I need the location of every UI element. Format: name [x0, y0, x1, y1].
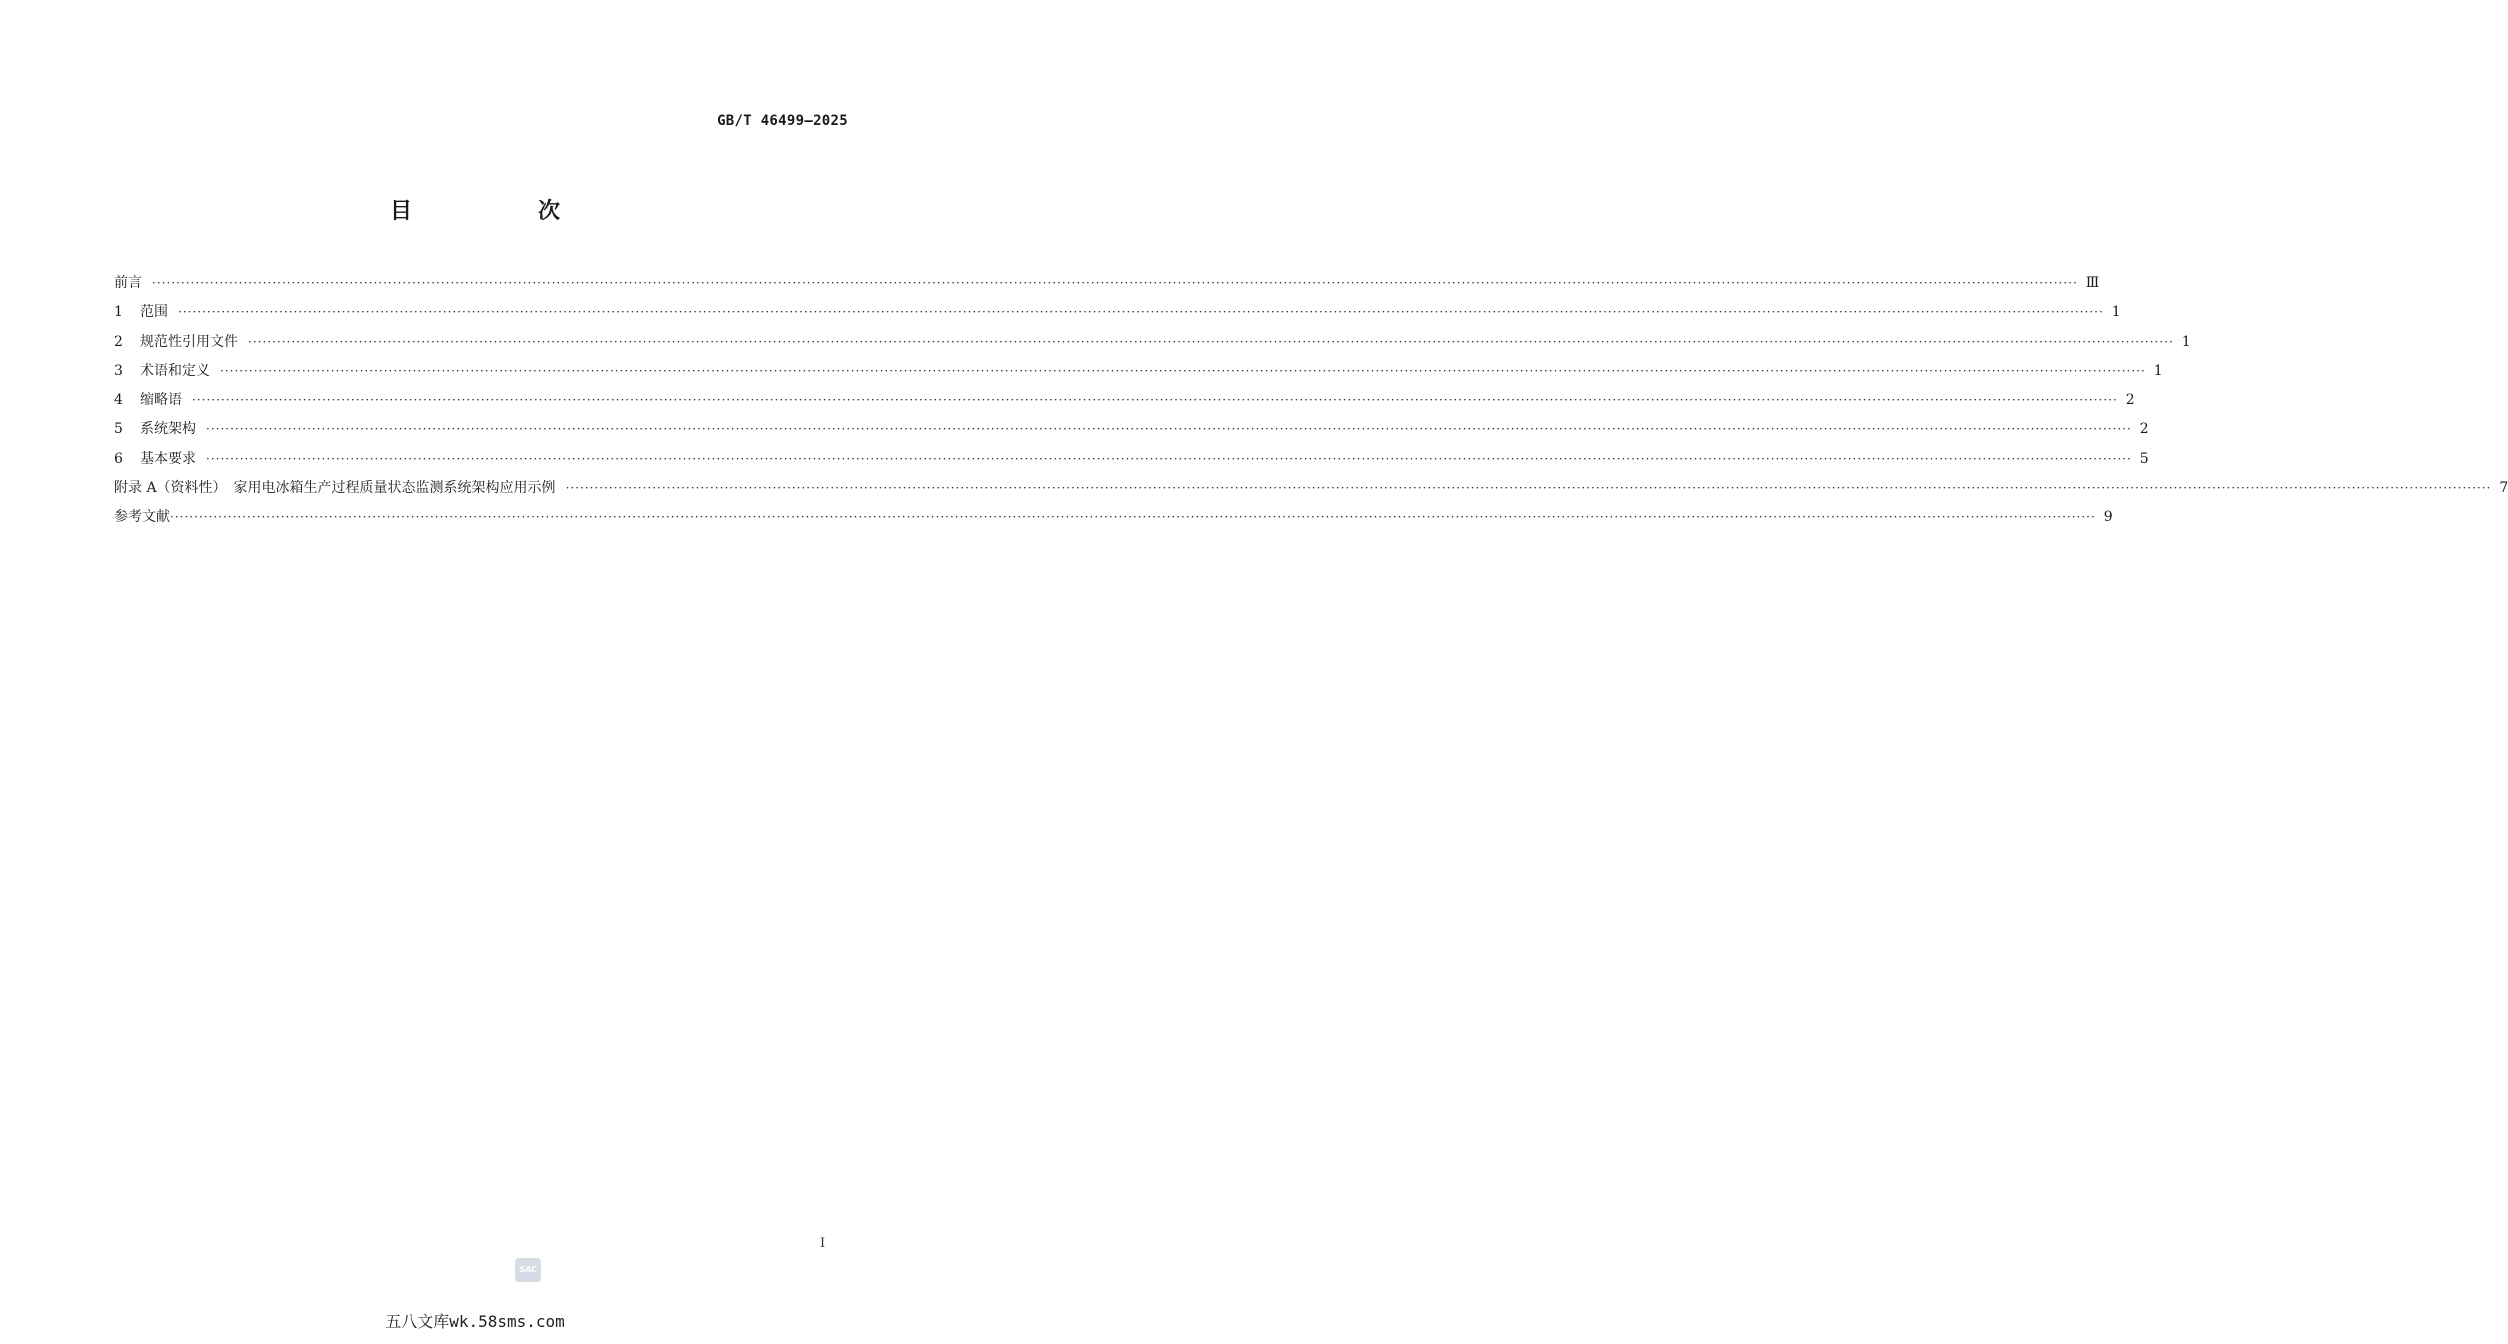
toc-entry-annex-a[interactable]	[114, 477, 2508, 506]
toc-entry-label: 缩略语	[140, 392, 182, 409]
toc-entry-page: Ⅲ	[2085, 275, 2100, 291]
sac-logo-icon: SAC	[515, 1258, 541, 1282]
toc-entry-page: 9	[2103, 509, 2113, 526]
toc-leader-dots: ················································································································································································································································································································································································································	[206, 422, 2132, 437]
toc-entry-page: 2	[2125, 392, 2135, 409]
table-of-contents	[114, 272, 2508, 536]
toc-entry-normative-references[interactable]	[114, 331, 2191, 360]
toc-leader-dots: ················································································································································································································································································································································································································	[152, 276, 2078, 290]
toc-title: 目 次	[389, 199, 612, 224]
toc-entry-terms-definitions[interactable]	[114, 360, 2163, 389]
toc-entry-system-architecture[interactable]	[114, 418, 2149, 447]
toc-entry-bibliography[interactable]	[114, 506, 2113, 535]
toc-entry-number: 4	[114, 392, 123, 409]
toc-entry-label: 术语和定义	[140, 362, 210, 379]
toc-leader-dots: ················································································································································································································································································································································································································	[248, 334, 2174, 349]
toc-entry-label: 规范性引用文件	[140, 333, 238, 350]
toc-leader-dots: ················································································································································································································································································································································································································	[170, 510, 2096, 525]
toc-entry-number: 1	[114, 304, 123, 321]
toc-entry-number: 5	[114, 421, 123, 438]
toc-entry-label: 附录 A（资料性） 家用电冰箱生产过程质量状态监测系统架构应用示例	[114, 480, 556, 497]
toc-entry-scope[interactable]	[114, 301, 2121, 330]
toc-leader-dots: ················································································································································································································································································································································································································	[220, 363, 2146, 378]
toc-entry-page: 1	[2181, 333, 2191, 350]
toc-leader-dots: ················································································································································································································································································································································································································	[565, 481, 2492, 496]
toc-entry-number: 6	[114, 450, 123, 467]
toc-leader-dots: ················································································································································································································································································································································································································	[178, 305, 2104, 320]
standard-code: GB/T 46499—2025	[717, 113, 848, 129]
toc-entry-label: 前言	[114, 275, 142, 291]
toc-entry-number: 3	[114, 362, 123, 379]
toc-entry-page: 5	[2139, 450, 2149, 467]
toc-leader-dots: ················································································································································································································································································································································································································	[206, 451, 2132, 466]
toc-entry-page: 7	[2499, 480, 2508, 497]
toc-entry-abbreviations[interactable]	[114, 389, 2135, 418]
toc-entry-label: 系统架构	[140, 421, 196, 438]
watermark-text: 五八文库wk.58sms.com	[385, 1312, 565, 1331]
toc-entry-label: 范围	[140, 304, 168, 321]
toc-entry-page: 1	[2111, 304, 2121, 321]
toc-entry-label: 参考文献	[114, 509, 170, 526]
toc-entry-page: 1	[2153, 362, 2163, 379]
toc-entry-label: 基本要求	[140, 450, 196, 467]
toc-entry-page: 2	[2139, 421, 2149, 438]
toc-entry-number: 2	[114, 333, 123, 350]
toc-entry-basic-requirements[interactable]	[114, 448, 2149, 477]
page-number: Ⅰ	[820, 1236, 826, 1251]
toc-leader-dots: ················································································································································································································································································································································································································	[192, 393, 2118, 408]
toc-entry-foreword[interactable]	[114, 272, 2100, 301]
